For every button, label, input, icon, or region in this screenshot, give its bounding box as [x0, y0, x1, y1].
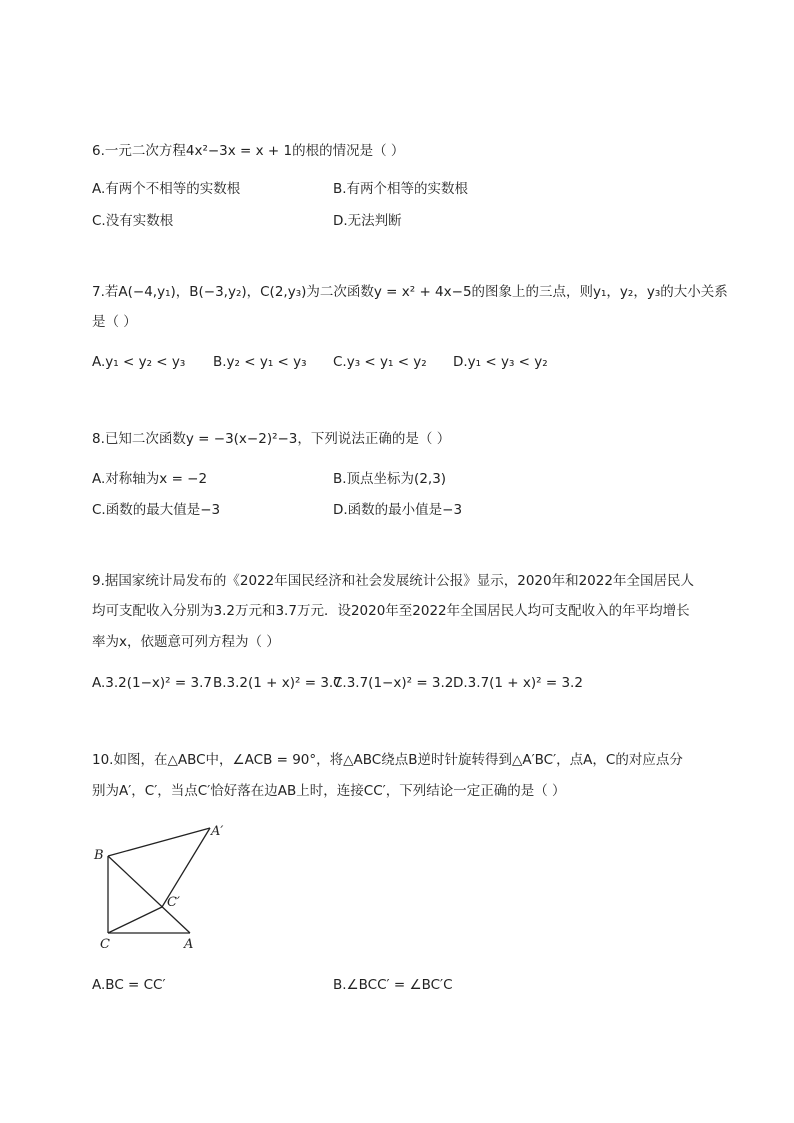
q10-option-b: B.∠BCC′ = ∠BC′C — [333, 977, 453, 993]
q10-option-a: A.BC = CC′ — [92, 977, 166, 993]
label-a-prime: A′ — [211, 824, 224, 839]
q6-option-c: C.没有实数根 — [92, 213, 174, 229]
q8-option-c: C.函数的最大值是−3 — [92, 502, 221, 518]
label-c-prime: C′ — [167, 895, 180, 910]
q8-stem: 8.已知二次函数y = −3(x−2)²−3，下列说法正确的是（ ） — [92, 431, 451, 447]
label-b: B — [94, 848, 104, 863]
q7-option-c: C.y₃ < y₁ < y₂ — [333, 354, 427, 370]
segment-ba-prime — [108, 828, 210, 856]
q8-option-a: A.对称轴为x = −2 — [92, 471, 208, 487]
q10-stem-line2: 别为A′，C′，当点C′恰好落在边AB上时，连接CC′，下列结论一定正确的是（ ） — [92, 783, 566, 799]
q10-stem-line1: 10.如图，在△ABC中，∠ACB = 90°，将△ABC绕点B逆时针旋转得到△A′BC′，点A，C的对应点分 — [92, 752, 683, 768]
q9-stem-line3: 率为x，依题意可列方程为（ ） — [92, 634, 280, 650]
q7-stem-line2: 是（ ） — [92, 314, 137, 330]
q9-stem-line1: 9.据国家统计局发布的《2022年国民经济和社会发展统计公报》显示，2020年和2022年全国居民人 — [92, 573, 694, 589]
q9-stem-line2: 均可支配收入分别为3.2万元和3.7万元．设2020年至2022年全国居民人均可支配收入的年平均增长 — [92, 603, 690, 619]
segment-cc-prime — [108, 907, 162, 933]
q6-option-d: D.无法判断 — [333, 213, 402, 229]
label-c: C — [100, 937, 110, 952]
q9-option-a: A.3.2(1−x)² = 3.7 — [92, 675, 212, 691]
q9-option-d: D.3.7(1 + x)² = 3.2 — [453, 675, 583, 691]
q6-option-b: B.有两个相等的实数根 — [333, 181, 469, 197]
label-a: A — [184, 937, 194, 952]
q9-option-b: B.3.2(1 + x)² = 3.7 — [213, 675, 342, 691]
rotation-triangle-figure — [80, 815, 250, 960]
q7-option-d: D.y₁ < y₃ < y₂ — [453, 354, 548, 370]
q7-option-a: A.y₁ < y₂ < y₃ — [92, 354, 186, 370]
q7-stem-line1: 7.若A(−4,y₁)，B(−3,y₂)，C(2,y₃)为二次函数y = x² + 4x−5的图象上的三点，则y₁，y₂，y₃的大小关系 — [92, 284, 728, 300]
q9-option-c: C.3.7(1−x)² = 3.2 — [333, 675, 454, 691]
q8-option-d: D.函数的最小值是−3 — [333, 502, 463, 518]
q6-stem: 6.一元二次方程4x²−3x = x + 1的根的情况是（ ） — [92, 143, 405, 159]
q8-option-b: B.顶点坐标为(2,3) — [333, 471, 447, 487]
q6-option-a: A.有两个不相等的实数根 — [92, 181, 241, 197]
q7-option-b: B.y₂ < y₁ < y₃ — [213, 354, 307, 370]
